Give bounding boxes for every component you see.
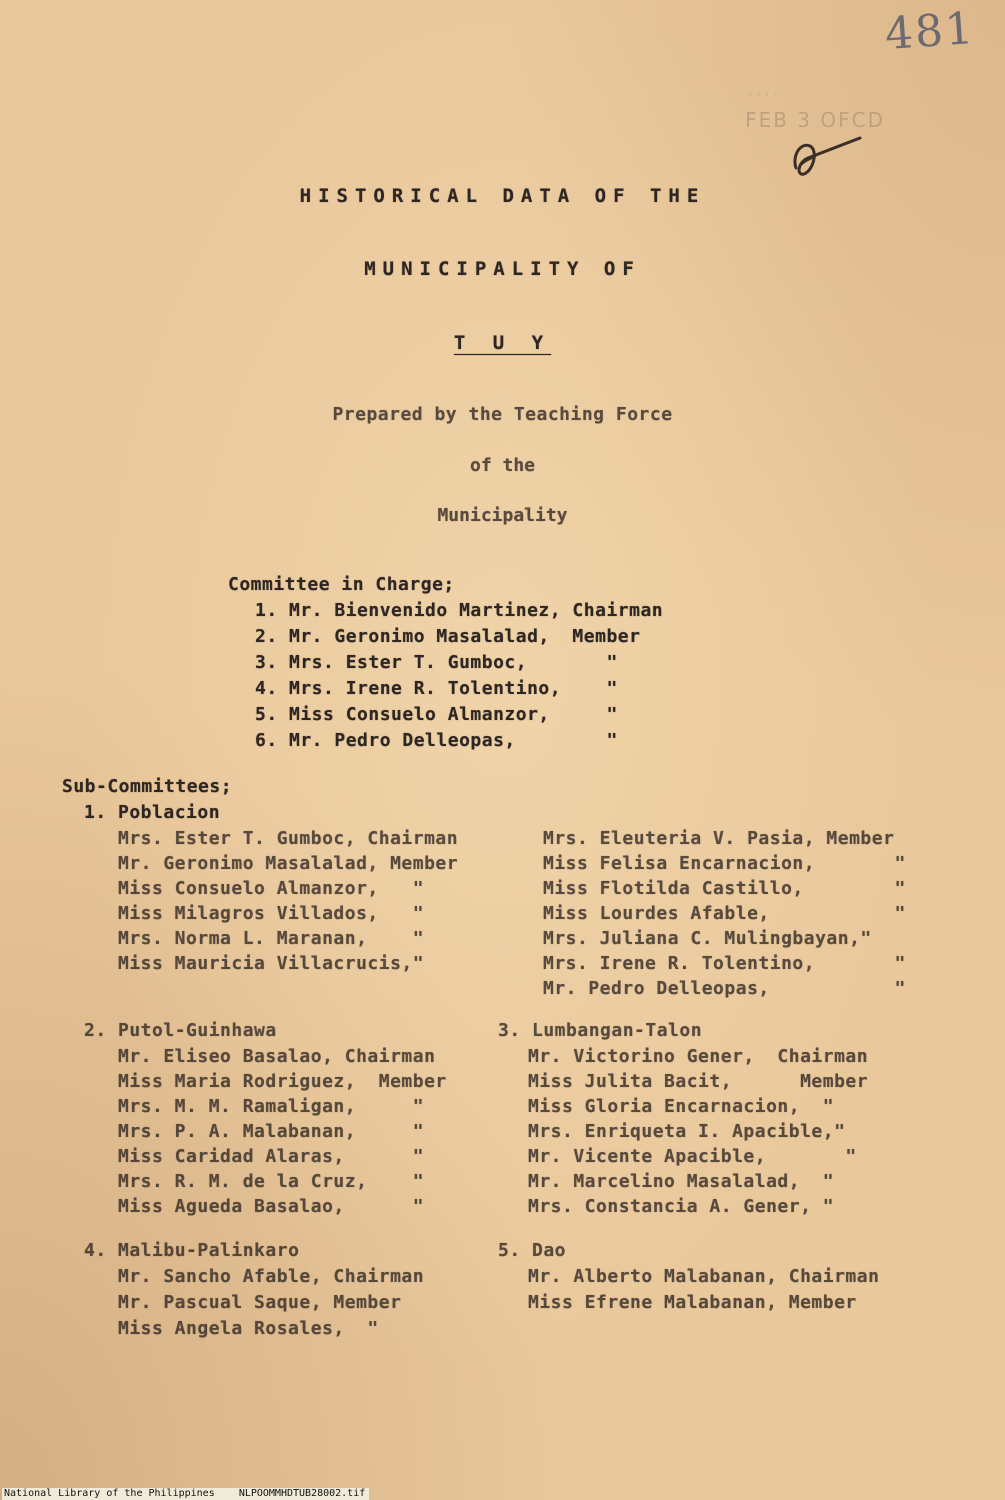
poblacion-member: Mr. Pedro Delleopas, " xyxy=(543,978,906,999)
subcommittee-dao-heading: 5. Dao xyxy=(498,1240,567,1261)
subcommittee-putol-heading: 2. Putol-Guinhawa xyxy=(84,1020,277,1041)
page-number: 481 xyxy=(883,2,977,61)
poblacion-member: Miss Felisa Encarnacion, " xyxy=(543,853,906,874)
lumbangan-member: Mr. Marcelino Masalalad, " xyxy=(528,1171,835,1192)
poblacion-member: Mrs. Juliana C. Mulingbayan," xyxy=(543,928,872,949)
poblacion-member: Miss Milagros Villados, " xyxy=(118,903,425,924)
scan-footer xyxy=(2,1488,369,1500)
poblacion-member: Mrs. Eleuteria V. Pasia, Member xyxy=(543,828,895,849)
putol-member: Mrs. P. A. Malabanan, " xyxy=(118,1121,425,1142)
lumbangan-member: Mrs. Constancia A. Gener, " xyxy=(528,1196,835,1217)
subcommittee-poblacion-heading: 1. Poblacion xyxy=(84,802,221,823)
stamp-dots-icon: · · · · xyxy=(749,90,779,101)
poblacion-member: Mrs. Ester T. Gumboc, Chairman xyxy=(118,828,459,849)
dao-member: Mr. Alberto Malabanan, Chairman xyxy=(528,1266,880,1287)
lumbangan-member: Mrs. Enriqueta I. Apacible," xyxy=(528,1121,846,1142)
footer-source: National Library of the Philippines xyxy=(4,1488,215,1499)
poblacion-member: Miss Flotilda Castillo, " xyxy=(543,878,906,899)
lumbangan-member: Mr. Vicente Apacible, " xyxy=(528,1146,857,1167)
putol-member: Mrs. R. M. de la Cruz, " xyxy=(118,1171,425,1192)
document-title: HISTORICAL DATA OF THE xyxy=(299,185,706,207)
poblacion-member: Mr. Geronimo Masalalad, Member xyxy=(118,853,459,874)
committee-member: 5. Miss Consuelo Almanzor, " xyxy=(255,704,618,725)
lumbangan-member: Mr. Victorino Gener, Chairman xyxy=(528,1046,869,1067)
putol-member: Miss Agueda Basalao, " xyxy=(118,1196,425,1217)
putol-member: Miss Maria Rodriguez, Member xyxy=(118,1071,447,1092)
handwritten-initials-icon xyxy=(788,128,868,188)
malibu-member: Mr. Sancho Afable, Chairman xyxy=(118,1266,425,1287)
subcommittee-malibu-heading: 4. Malibu-Palinkaro xyxy=(84,1240,300,1261)
committee-heading: Committee in Charge; xyxy=(228,574,455,595)
poblacion-member: Miss Lourdes Afable, " xyxy=(543,903,906,924)
of-the-line: of the xyxy=(469,455,536,476)
prepared-by-line: Prepared by the Teaching Force xyxy=(332,404,673,425)
subcommittees-heading: Sub-Committees; xyxy=(62,776,233,797)
poblacion-member: Mrs. Irene R. Tolentino, " xyxy=(543,953,906,974)
document-title-town: T U Y xyxy=(453,332,552,354)
malibu-member: Miss Angela Rosales, " xyxy=(118,1318,379,1339)
subcommittee-lumbangan-heading: 3. Lumbangan-Talon xyxy=(498,1020,703,1041)
committee-member: 1. Mr. Bienvenido Martinez, Chairman xyxy=(255,600,664,621)
stamp-text: FEB 3 OFCD xyxy=(745,108,885,132)
putol-member: Mr. Eliseo Basalao, Chairman xyxy=(118,1046,436,1067)
lumbangan-member: Miss Julita Bacit, Member xyxy=(528,1071,869,1092)
poblacion-member: Mrs. Norma L. Maranan, " xyxy=(118,928,425,949)
putol-member: Miss Caridad Alaras, " xyxy=(118,1146,425,1167)
putol-member: Mrs. M. M. Ramaligan, " xyxy=(118,1096,425,1117)
committee-member: 2. Mr. Geronimo Masalalad, Member xyxy=(255,626,641,647)
document-title-municipality: MUNICIPALITY OF xyxy=(364,258,641,280)
municipality-line: Municipality xyxy=(437,505,568,526)
poblacion-member: Miss Consuelo Almanzor, " xyxy=(118,878,425,899)
lumbangan-member: Miss Gloria Encarnacion, " xyxy=(528,1096,835,1117)
malibu-member: Mr. Pascual Saque, Member xyxy=(118,1292,402,1313)
poblacion-member: Miss Mauricia Villacrucis," xyxy=(118,953,425,974)
committee-member: 4. Mrs. Irene R. Tolentino, " xyxy=(255,678,618,699)
dao-member: Miss Efrene Malabanan, Member xyxy=(528,1292,857,1313)
committee-member: 6. Mr. Pedro Delleopas, " xyxy=(255,730,618,751)
footer-file: NLPOOMMHDTUB28002.tif xyxy=(238,1488,366,1499)
committee-member: 3. Mrs. Ester T. Gumboc, " xyxy=(255,652,618,673)
